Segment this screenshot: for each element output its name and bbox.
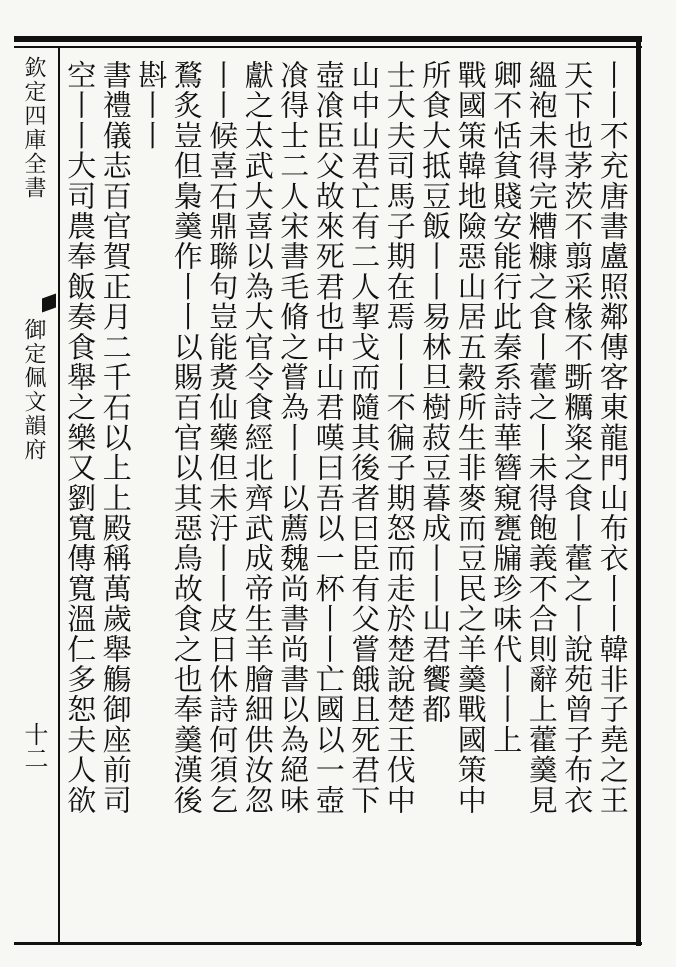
margin-divider-rule <box>58 46 60 944</box>
text-column-15: 書禮儀志百官賀正月二千石以上上殿稱萬歲舉觴御座前司 <box>98 60 133 815</box>
text-column-12: 丨丨候喜石鼎聯句豈能煑仙藥但未汙丨丨皮日休詩何須乞 <box>205 60 240 815</box>
margin-collection-title: 欽定四庫全書 <box>21 56 46 200</box>
page-number: 十二 <box>20 722 48 770</box>
text-column-11: 獻之太武大喜以為大官令食經北齊武成帝生羊膾細供汝忽 <box>240 60 275 815</box>
text-column-14: 斟丨丨 <box>134 60 169 151</box>
bottom-border-rule <box>14 942 642 945</box>
text-column-10: 飡得士二人宋書毛脩之嘗為丨丨以薦魏尚書尚書以為絕味 <box>276 60 311 815</box>
text-column-16: 空丨丨大司農奉飯奏食舉之樂又劉寬傳寬溫仁多恕夫人欲 <box>63 60 98 815</box>
text-column-7: 士大夫司馬子期在焉丨丨不徧子期怒而走於楚說楚王伐中 <box>382 60 417 815</box>
text-column-5: 戰國策韓地險惡山居五穀所生非麥而豆民之羊羹戰國策中 <box>453 60 488 815</box>
top-inner-rule <box>14 46 642 48</box>
right-border-rule <box>636 36 641 946</box>
text-column-13: 鶩炙豈但梟羹作丨丨以賜百官以其惡鳥故食之也奉羹漢後 <box>169 60 204 815</box>
text-column-4: 卿不恬貧賤安能行此秦系詩華簪窺甕牖珍味代丨丨上 <box>489 60 524 755</box>
text-column-2: 天下也茅茨不翦采椽不斲糲粢之食丨藿之丨說苑曾子布衣 <box>560 60 595 815</box>
text-column-3: 縕袍未得完糟糠之食丨藿之丨未得飽義不合則辭上藿羹見 <box>524 60 559 815</box>
top-border-rule <box>14 36 642 42</box>
text-column-1: 丨丨不充唐書盧照鄰傳客東龍門山布衣丨丨韓非子堯之王 <box>595 60 630 815</box>
text-column-8: 山中山君亡有二人挈戈而隨其後者曰臣有父嘗餓且死君下 <box>347 60 382 815</box>
margin-book-title: 御定佩文韻府 <box>21 318 46 462</box>
fish-tail-mark <box>42 293 56 312</box>
text-column-6: 所食大抵豆飯丨丨易林旦樹菽豆暮成丨丨山君饗都 <box>418 60 453 725</box>
text-column-9: 壺飡臣父故來死君也中山君嘆曰吾以一杯丨丨亡國以一壺 <box>311 60 346 815</box>
